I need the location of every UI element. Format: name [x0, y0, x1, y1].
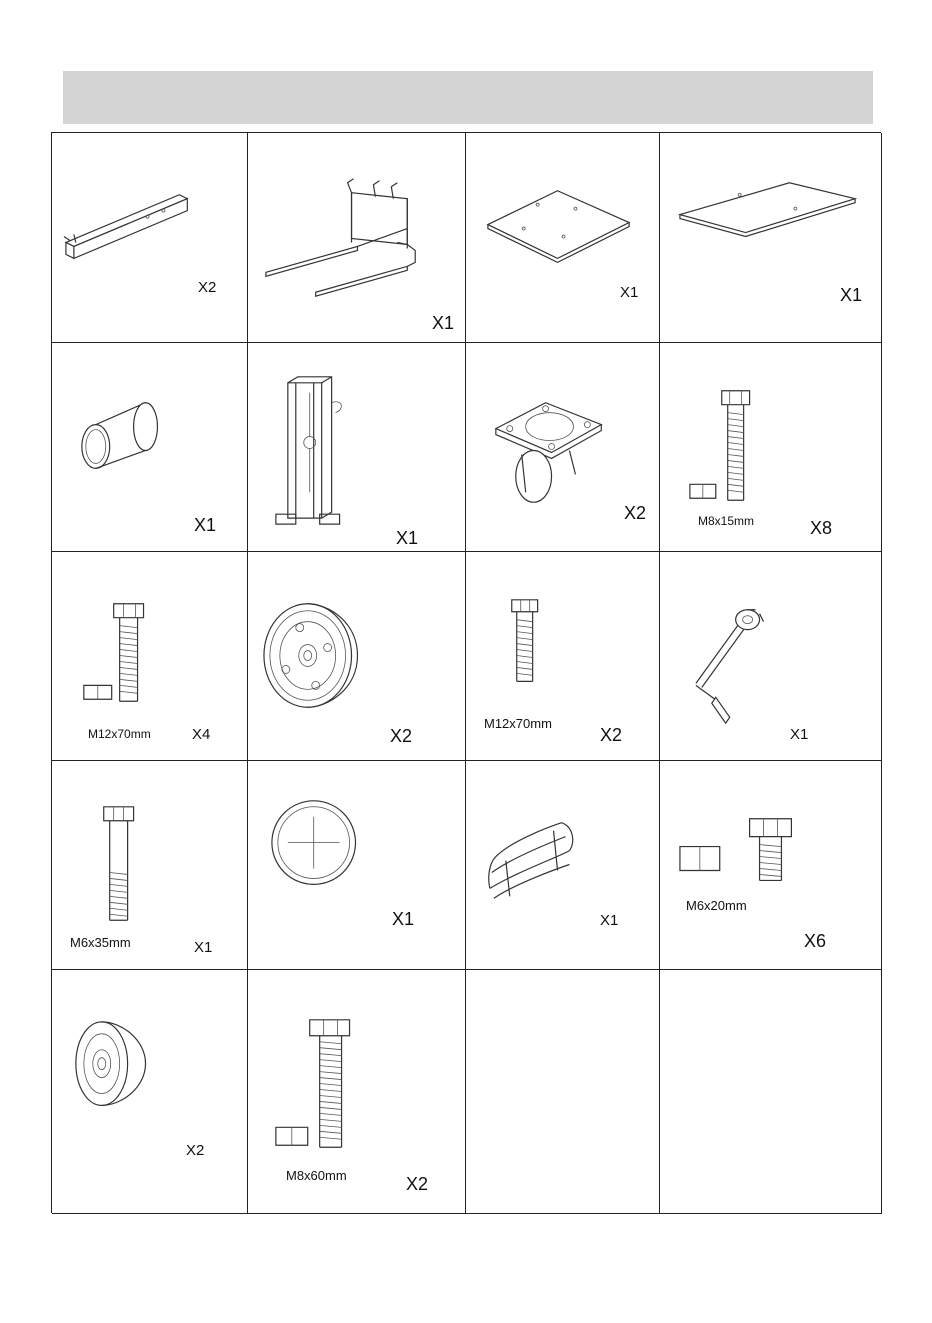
empty-cell: [466, 970, 660, 1214]
part-qty: X1: [432, 313, 455, 333]
part-qty: X2: [406, 1174, 429, 1194]
perforated-plate-drawing: [466, 133, 659, 342]
large-wheel-drawing: [248, 552, 465, 760]
part-size-label: M8x15mm: [698, 514, 755, 528]
part-qty: X6: [804, 931, 827, 951]
bolt-nut-drawing: [660, 761, 881, 969]
part-qty: X1: [392, 909, 415, 929]
part-qty: X2: [624, 503, 647, 523]
part-cell-18: [248, 970, 466, 1214]
part-qty: X1: [194, 515, 217, 535]
part-cell-17: [52, 970, 248, 1214]
part-size-label: M12x70mm: [484, 716, 552, 731]
sleeve-tube-drawing: [52, 343, 247, 551]
part-size-label: M6x35mm: [70, 935, 131, 950]
upright-column-drawing: [248, 343, 465, 551]
part-cell-12: [660, 552, 882, 761]
part-qty: X2: [390, 726, 413, 746]
part-qty: X1: [396, 528, 419, 548]
part-cell-6: [248, 343, 466, 552]
crank-handle-drawing: [660, 552, 881, 760]
part-qty: X4: [192, 726, 211, 743]
part-size-label: M8x60mm: [286, 1168, 347, 1183]
washer-disc-drawing: [248, 761, 465, 969]
part-cell-8: [660, 343, 882, 552]
part-qty: X1: [194, 939, 213, 956]
part-qty: X1: [600, 912, 619, 929]
bolt-nut-drawing: [248, 970, 465, 1213]
part-cell-13: [52, 761, 248, 970]
part-size-label: M12x70mm: [88, 727, 151, 741]
part-cell-16: [660, 761, 882, 970]
part-qty: X2: [600, 725, 623, 745]
part-cell-3: [466, 133, 660, 343]
part-cell-5: [52, 343, 248, 552]
part-cell-1: [52, 133, 248, 343]
part-cell-14: [248, 761, 466, 970]
part-cell-2: [248, 133, 466, 343]
part-qty: X1: [840, 285, 863, 305]
part-qty: X2: [186, 1142, 205, 1159]
bolt-nut-drawing: [660, 343, 881, 551]
part-cell-7: [466, 343, 660, 552]
part-cell-15: [466, 761, 660, 970]
small-wheel-drawing: [52, 970, 247, 1213]
part-cell-4: [660, 133, 882, 343]
parts-grid: [51, 132, 881, 1213]
part-cell-10: [248, 552, 466, 761]
part-qty: X8: [810, 518, 833, 538]
base-frame-drawing: [248, 133, 465, 342]
empty-cell: [660, 970, 882, 1214]
header-banner: [63, 71, 873, 124]
part-qty: X2: [198, 279, 217, 296]
part-qty: X1: [790, 726, 809, 743]
flat-plate-drawing: [660, 133, 881, 342]
part-size-label: M6x20mm: [686, 898, 747, 913]
part-qty: X1: [620, 284, 639, 301]
part-cell-11: [466, 552, 660, 761]
spring-coupling-drawing: [466, 761, 659, 969]
part-cell-9: [52, 552, 248, 761]
square-tube-bar-drawing: [52, 133, 247, 342]
